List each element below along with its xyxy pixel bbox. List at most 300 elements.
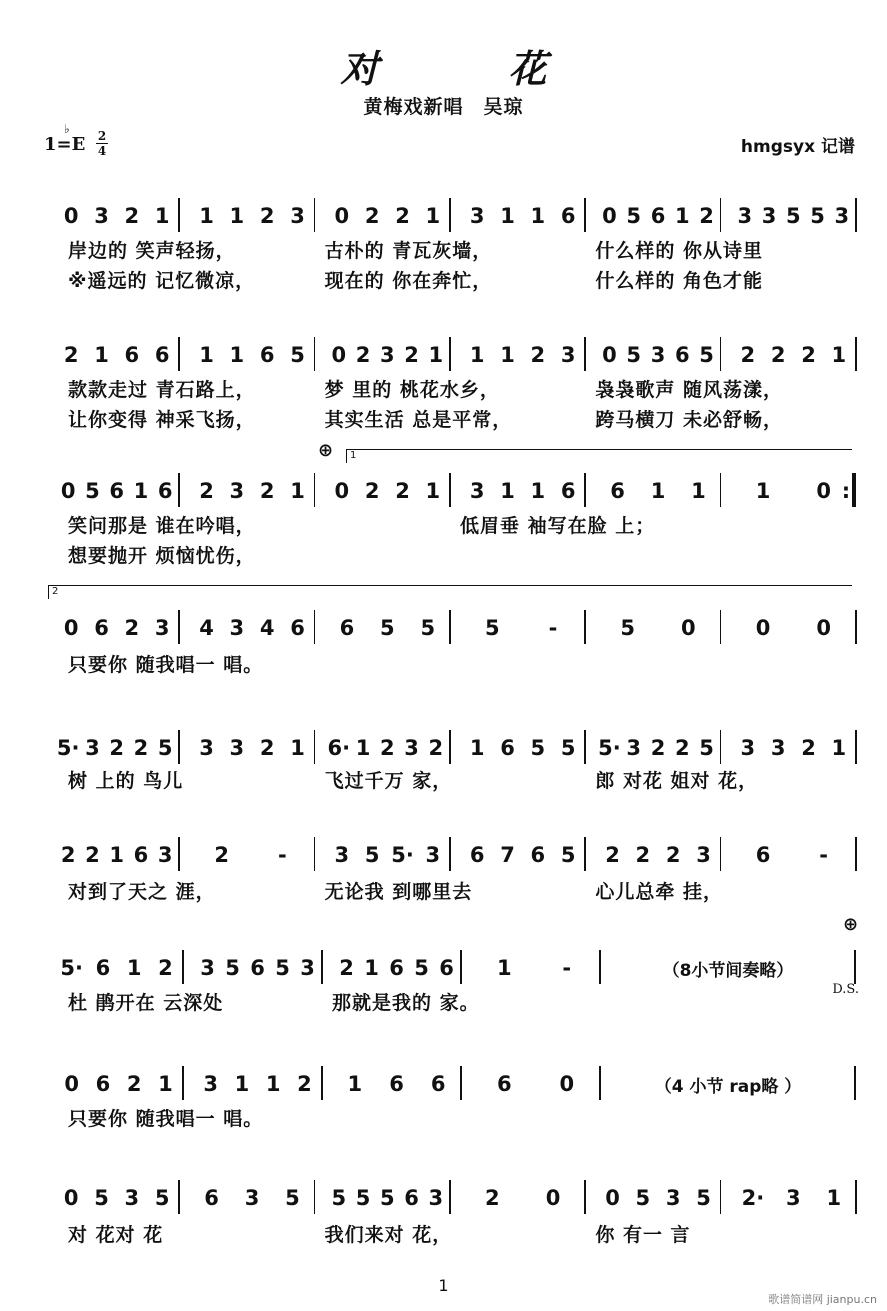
lyric-phrase: 对 花对 花 [68,1224,164,1246]
note: 3 [786,1186,801,1210]
note: 1 [691,479,706,503]
note: 3 [740,736,756,760]
watermark: 歌谱简谱网 jianpu.cn [768,1293,877,1306]
lyric-phrase: 心儿总牵 挂， [595,881,723,903]
score-line [0,337,887,431]
note: 1 [496,956,512,980]
note: 2 [364,479,380,503]
bar-line [584,610,586,644]
note: 2 [699,204,714,228]
note: 2 [158,956,173,980]
note: 4 [199,616,214,640]
lyric-phrase: 跨马横刀 未必舒畅， [595,409,783,431]
note: 2 [605,843,620,867]
bar-line [855,198,857,232]
note: 5 [620,616,635,640]
bar-line [182,950,184,984]
lyric-phrase: 那就是我的 家。 [332,992,480,1014]
repeat-dots: : [841,479,851,503]
note: 5· [56,736,80,760]
interlude-note: （8小节间奏略） [662,961,794,981]
bar-line [854,950,856,984]
note: 1 [755,479,771,503]
note: 1 [158,1072,173,1096]
bar-line [449,473,451,507]
note: 3 [229,736,245,760]
note: 5 [485,616,500,640]
note: 1 [364,956,379,980]
note: 6 [109,479,124,503]
notes-row [0,950,887,990]
lyric-phrase: 款款走过 青石路上， [68,379,256,401]
bar-line [720,473,722,507]
note: 6 [250,956,265,980]
lyric-phrase: 我们来对 花， [324,1224,453,1246]
note: 6 [674,343,690,367]
bar-line [321,950,323,984]
bar-line [178,730,180,764]
note: 0 [545,1186,561,1210]
note: 2 [404,343,419,367]
note: 3 [737,204,753,228]
note: 3 [560,343,576,367]
notes-row [0,730,887,770]
note: 6 [339,616,355,640]
note: 5 [530,736,546,760]
song-subtitle: 黄梅戏新唱 吴琼 [363,96,524,118]
note: 1 [674,204,690,228]
note: 2 [199,479,214,503]
note: 3 [229,616,245,640]
note: 3 [157,843,173,867]
note: 0 [63,1186,79,1210]
bar-line [449,1180,451,1214]
note: 0 [816,479,831,503]
note: 1 [109,843,124,867]
second-ending-label: 2 [52,586,59,597]
note: 1 [347,1072,363,1096]
note: 5 [364,843,380,867]
note: 1 [199,204,214,228]
note: 6 [530,843,546,867]
interlude-note: （4 小节 rap略 ） [654,1077,802,1097]
meter-bottom: 4 [97,144,107,158]
note: 2 [133,736,149,760]
note: 0 [331,343,347,367]
note: 0 [602,343,617,367]
note: 5 [157,736,173,760]
note: 6 [204,1186,219,1210]
bar-line [449,198,451,232]
notes-row [0,1180,887,1220]
note: 1 [469,736,485,760]
lyric-phrase: 无论我 到哪里去 [324,881,473,903]
note: 5· [60,956,83,980]
note: 6· [327,736,351,760]
note: 1 [530,479,546,503]
time-signature [96,130,108,157]
note: 2 [60,843,76,867]
note: 2 [395,479,410,503]
bar-line [460,1066,462,1100]
lyric-phrase: 笑问那是 谁在吟唱， [68,515,256,537]
note: 2 [297,1072,312,1096]
bar-line [855,337,857,371]
score-line [0,198,887,292]
note: 4 [259,616,275,640]
score-line [0,950,887,1014]
note: 5 [635,1186,651,1210]
note: 1 [500,479,515,503]
note: 2 [801,343,816,367]
note: 2 [635,843,651,867]
note: 5 [414,956,429,980]
bar-line [321,1066,323,1100]
note: 3 [469,479,485,503]
note: 3 [199,736,214,760]
note: 3 [425,843,441,867]
ds-marking: D.S. [832,982,859,997]
bar-line [178,198,180,232]
note: 6 [755,843,771,867]
note: 3 [469,204,485,228]
note: 3 [665,1186,681,1210]
note: 2 [259,736,275,760]
notes-row [0,337,887,377]
note: - [277,843,287,867]
notes-row [0,1066,887,1106]
note: 2· [741,1186,765,1210]
note: 1 [500,204,515,228]
lyric-phrase: 袅袅歌声 随风荡漾， [595,379,783,401]
note: 5 [696,1186,711,1210]
note: 2 [770,343,786,367]
first-ending-label: 1 [350,450,357,461]
bar-line [720,337,722,371]
note: 0 [334,479,350,503]
bar-line [314,837,316,871]
coda-icon: ⊕ [843,914,859,935]
note: 5 [626,204,642,228]
note: 2 [355,343,371,367]
note: 2 [339,956,354,980]
transcriber-credit: hmgsyx 记谱 [740,137,855,157]
note: 1 [500,343,515,367]
note: 1 [831,736,847,760]
score-line [0,730,887,792]
bar-line [314,473,316,507]
note: 5 [285,1186,300,1210]
bar-line [314,198,316,232]
bar-line [178,473,180,507]
lyric-phrase: 飞过千万 家， [324,770,453,792]
note: 2 [380,736,395,760]
note: 3 [85,736,100,760]
bar-line [720,198,722,232]
lyric-phrase: 让你变得 神采飞扬， [68,409,256,431]
lyric-phrase: 岸边的 笑声轻扬， [68,240,236,262]
note: 6 [94,616,109,640]
note: 1 [234,1072,250,1096]
second-ending-bracket [48,585,852,586]
note: 5 [85,479,100,503]
key-signature: 1=E [44,134,86,155]
note: 6 [389,956,404,980]
note: - [819,843,829,867]
note: 2 [214,843,229,867]
bar-line [314,610,316,644]
meter-top: 2 [97,129,107,143]
bar-line [855,610,857,644]
note: 1 [133,479,149,503]
bar-line [855,1180,857,1214]
lyric-phrase: 你 有一 言 [595,1224,691,1246]
bar-line [460,950,462,984]
bar-line [178,610,180,644]
note: 3 [229,479,245,503]
note: 3 [200,956,215,980]
note: 5 [560,736,576,760]
note: 3 [626,736,642,760]
note: - [548,616,558,640]
note: 1 [469,343,485,367]
lyric-phrase: 只要你 随我唱一 唱。 [68,1108,264,1130]
note: 0 [63,204,79,228]
note: 2 [395,204,410,228]
note: 3 [834,204,850,228]
note: 0 [63,616,79,640]
note: 5 [626,343,642,367]
note: 5 [380,1186,395,1210]
note: 1 [290,479,305,503]
score-line [0,1180,887,1246]
note: 3 [404,736,419,760]
note: 6 [650,204,666,228]
note: 6 [95,1072,111,1096]
coda-icon: ⊕ [318,440,334,461]
note: 6 [389,1072,404,1096]
bar-line [584,837,586,871]
note: 1 [154,204,170,228]
note: 6 [500,736,515,760]
note: 6 [95,956,111,980]
note: 1 [428,343,444,367]
bar-line [584,473,586,507]
note: 2 [740,343,756,367]
score-line [0,473,887,567]
bar-line [720,730,722,764]
lyric-phrase: 杜 鹃开在 云深处 [68,992,224,1014]
second-ending-edge [48,585,49,599]
note: 5 [786,204,801,228]
note: 3 [203,1072,218,1096]
note: 2 [85,843,100,867]
bar-line [314,1180,316,1214]
note: 6 [124,343,140,367]
note: 0 [60,479,76,503]
note: 2 [124,204,140,228]
note: 1 [94,343,109,367]
song-title: 对 花 [340,46,593,91]
bar-line [599,950,601,984]
note: 3 [650,343,666,367]
note: 5 [699,343,714,367]
note: 2 [801,736,816,760]
score-line [0,1066,887,1130]
note: 3 [154,616,170,640]
note: 2 [63,343,79,367]
note: 0 [681,616,696,640]
bar-line [720,1180,722,1214]
notes-row [0,198,887,238]
note: 3 [300,956,315,980]
note: 3 [290,204,305,228]
first-ending-edge [346,449,347,463]
lyric-phrase: 古朴的 青瓦灰墙， [324,240,493,262]
note: 2 [665,843,681,867]
bar-line [314,730,316,764]
note: 0 [602,204,617,228]
lyric-phrase: 梦 里的 桃花水乡， [324,379,500,401]
lyric-phrase: 郎 对花 姐对 花， [595,770,759,792]
note: 2 [126,1072,142,1096]
note: 5 [290,343,305,367]
note: 1 [425,479,441,503]
bar-line [178,837,180,871]
note: 6 [154,343,170,367]
lyric-phrase: 想要抛开 烦恼忧伤， [68,545,256,567]
note: 6 [290,616,305,640]
note: 0 [559,1072,575,1096]
lyric-phrase: ※遥远的 记忆微凉， [68,270,256,292]
note: 5 [225,956,240,980]
bar-line [584,337,586,371]
note: 1 [199,343,214,367]
note: 0 [64,1072,79,1096]
note: 0 [755,616,771,640]
note: 3 [380,343,395,367]
note: 5 [275,956,290,980]
lyric-phrase: 什么样的 你从诗里 [595,240,763,262]
note: 5 [355,1186,371,1210]
note: 2 [428,736,444,760]
bar-line [599,1066,601,1100]
lyric-phrase: 对到了天之 涯， [68,881,216,903]
note: 2 [364,204,380,228]
note: 3 [334,843,350,867]
note: 2 [650,736,666,760]
note: 1 [229,343,245,367]
bar-line [449,837,451,871]
note: 1 [265,1072,281,1096]
bar-line [584,198,586,232]
bar-line [178,337,180,371]
note: 3 [770,736,786,760]
lyric-phrase: 现在的 你在奔忙， [324,270,493,292]
notes-row [0,473,887,513]
bar-line [584,730,586,764]
repeat-bar [852,473,856,507]
note: 6 [259,343,275,367]
bar-line [584,1180,586,1214]
notes-row [0,610,887,650]
note: 0 [816,616,831,640]
score-line [0,837,887,903]
note: 0 [334,204,350,228]
bar-line [449,337,451,371]
note: 3 [94,204,109,228]
note: 5 [420,616,436,640]
note: 6 [439,956,454,980]
bar-line [314,337,316,371]
lyric-phrase: 低眉垂 袖写在脸 上； [460,515,656,537]
lyric-phrase: 树 上的 鸟儿 [68,770,184,792]
flat-sign: ♭ [64,122,70,136]
bar-line [720,610,722,644]
note: 6 [469,843,485,867]
note: 0 [605,1186,620,1210]
lyric-phrase: 其实生活 总是平常， [324,409,513,431]
bar-line [178,1180,180,1214]
bar-line [855,837,857,871]
note: 5 [560,843,576,867]
note: 2 [124,616,140,640]
note: 6 [496,1072,512,1096]
note: 6 [560,479,576,503]
note: 5 [94,1186,109,1210]
bar-line [449,610,451,644]
note: 2 [109,736,124,760]
note: 1 [650,479,666,503]
note: 5 [154,1186,170,1210]
note: 3 [696,843,711,867]
notes-row [0,837,887,877]
bar-line [854,1066,856,1100]
note: 5 [699,736,714,760]
page-number: 1 [438,1276,449,1295]
note: 5 [810,204,825,228]
bar-line [449,730,451,764]
note: 3 [428,1186,444,1210]
note: 6 [133,843,149,867]
note: 3 [124,1186,140,1210]
note: 3 [244,1186,260,1210]
note: 6 [157,479,173,503]
note: 1 [355,736,371,760]
note: 6 [610,479,625,503]
note: 1 [229,204,245,228]
note: 5· [391,843,414,867]
bar-line [855,730,857,764]
note: 2 [259,204,275,228]
note: 6 [404,1186,419,1210]
note: 2 [674,736,690,760]
note: 1 [831,343,847,367]
note: 7 [500,843,515,867]
note: 5 [331,1186,347,1210]
note: 2 [530,343,546,367]
note: 1 [425,204,441,228]
note: 2 [259,479,275,503]
lyric-phrase: 什么样的 角色才能 [595,270,763,292]
note: - [562,956,572,980]
note: 3 [761,204,777,228]
first-ending-bracket [346,449,852,450]
note: 5 [380,616,395,640]
bar-line [182,1066,184,1100]
note: 5· [598,736,621,760]
note: 2 [485,1186,500,1210]
